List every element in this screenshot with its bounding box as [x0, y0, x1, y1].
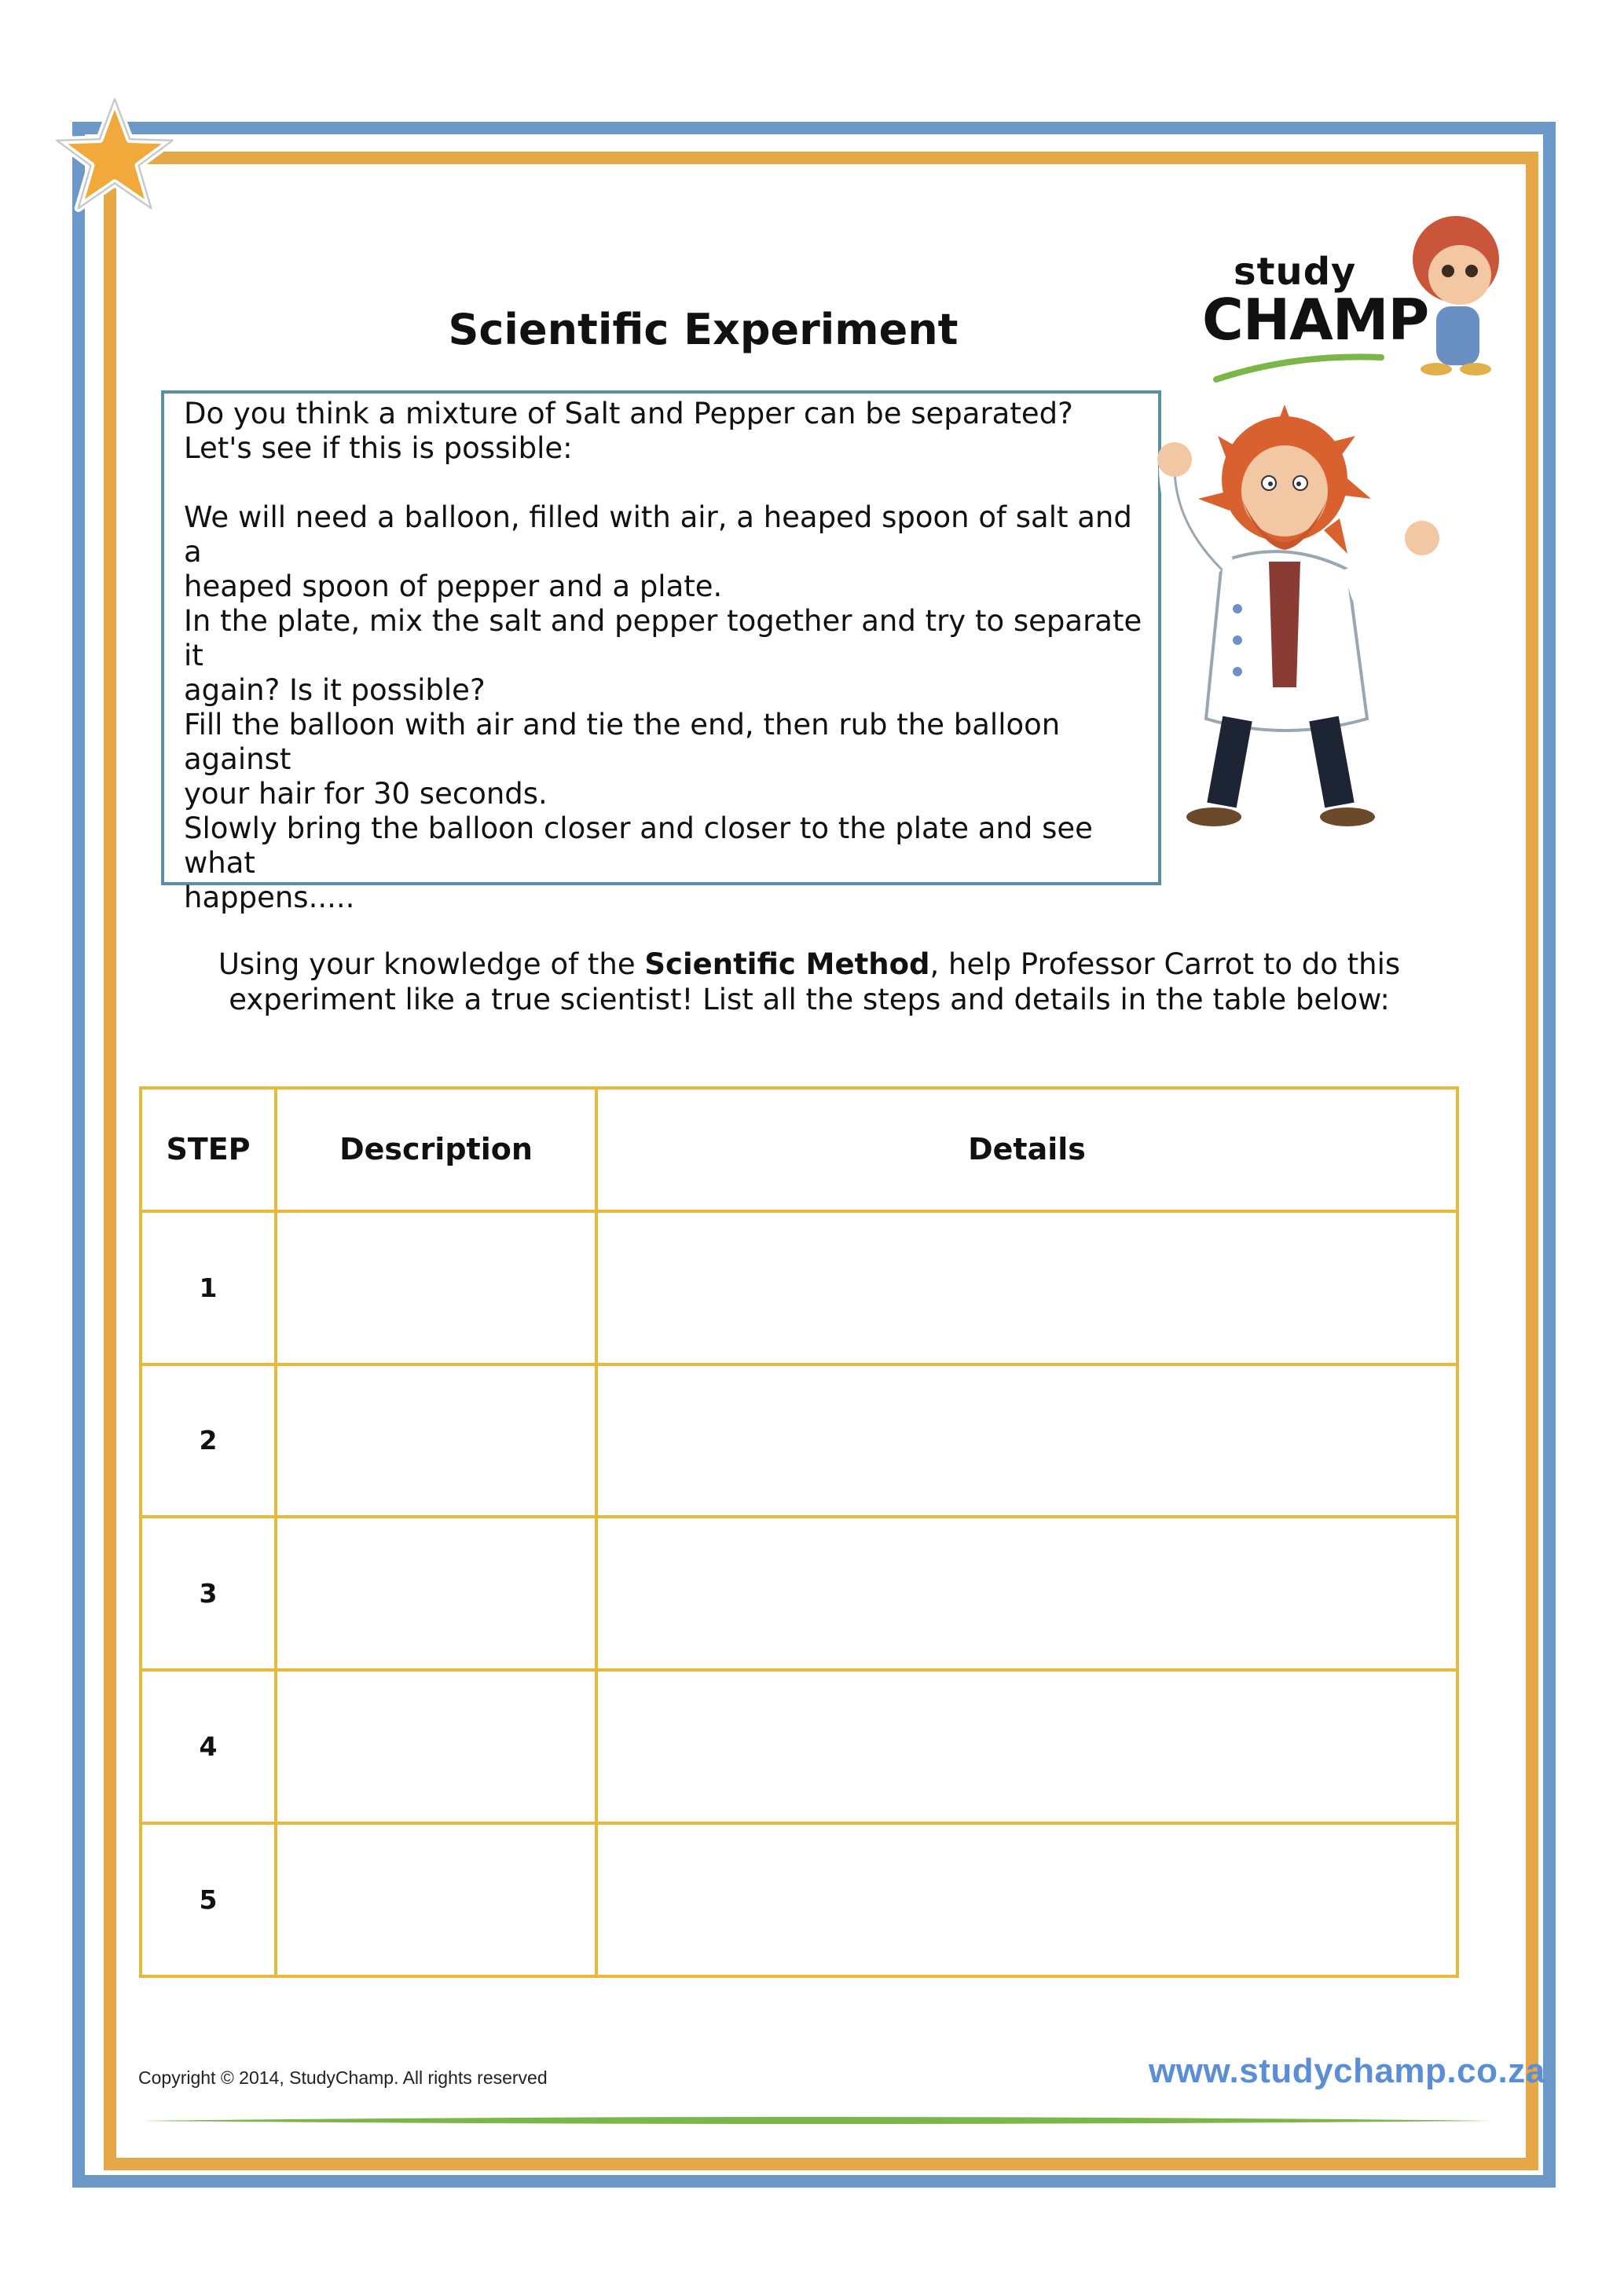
description-cell[interactable]: [276, 1211, 596, 1364]
professor-carrot-illustration: [1143, 405, 1457, 844]
task-instructions: [157, 947, 1461, 1017]
table-row: [141, 1517, 1457, 1670]
table-header-row: [141, 1088, 1457, 1211]
instruction-line: Fill the balloon with air and tie the end, then rub the balloon against: [184, 708, 1061, 776]
instruction-line: your hair for 30 seconds.: [184, 777, 548, 811]
header-step: STEP: [141, 1088, 276, 1211]
copyright-notice: Copyright © 2014, StudyChamp. All rights reserved: [138, 2067, 548, 2088]
instruction-paragraph-5: [184, 811, 1158, 915]
table-row: [141, 1670, 1457, 1823]
step-number: 5: [141, 1823, 276, 1976]
step-number: 1: [141, 1211, 276, 1364]
star-icon: [52, 93, 178, 218]
header-description: Description: [276, 1088, 596, 1211]
instruction-line: Let's see if this is possible:: [184, 431, 573, 465]
instruction-paragraph-2: [184, 500, 1158, 604]
step-number: 3: [141, 1517, 276, 1670]
description-cell[interactable]: [276, 1364, 596, 1518]
step-number: 4: [141, 1670, 276, 1823]
details-cell[interactable]: [596, 1364, 1457, 1518]
details-cell[interactable]: [596, 1211, 1457, 1364]
table-row: [141, 1364, 1457, 1518]
page-title: Scientific Experiment: [448, 305, 959, 354]
instruction-line: happens.....: [184, 881, 355, 914]
description-cell[interactable]: [276, 1823, 596, 1976]
details-cell[interactable]: [596, 1670, 1457, 1823]
task-line-1: [157, 947, 1461, 982]
instruction-line: In the plate, mix the salt and pepper together and try to separate it: [184, 604, 1142, 672]
details-cell[interactable]: [596, 1517, 1457, 1670]
instruction-paragraph-4: [184, 708, 1158, 811]
header-details: Details: [596, 1088, 1457, 1211]
logo-text-study: study: [1234, 250, 1357, 294]
instruction-paragraph-3: [184, 604, 1158, 708]
footer-divider: [141, 2115, 1493, 2127]
description-cell[interactable]: [276, 1670, 596, 1823]
table-row: [141, 1211, 1457, 1364]
task-text-after: , help Professor Carrot to do this: [929, 947, 1401, 981]
instruction-line: Do you think a mixture of Salt and Pepper can be separated?: [184, 397, 1073, 430]
instruction-line: heaped spoon of pepper and a plate.: [184, 569, 723, 603]
scientific-method-term: Scientific Method: [644, 947, 930, 981]
logo-text-champ: CHAMP: [1202, 287, 1429, 353]
instruction-paragraph-1: [184, 397, 1158, 466]
table-row: [141, 1823, 1457, 1976]
steps-table: [139, 1086, 1459, 1978]
instruction-line: We will need a balloon, filled with air, a heaped spoon of salt and a: [184, 500, 1132, 569]
website-link[interactable]: www.studychamp.co.za: [1149, 2052, 1545, 2090]
task-line-2: experiment like a true scientist! List all the steps and details in the table below:: [229, 983, 1390, 1016]
details-cell[interactable]: [596, 1823, 1457, 1976]
description-cell[interactable]: [276, 1517, 596, 1670]
step-number: 2: [141, 1364, 276, 1518]
instruction-line: again? Is it possible?: [184, 673, 486, 707]
instruction-line: Slowly bring the balloon closer and closer to the plate and see what: [184, 811, 1093, 880]
task-text-before: Using your knowledge of the: [218, 947, 645, 981]
